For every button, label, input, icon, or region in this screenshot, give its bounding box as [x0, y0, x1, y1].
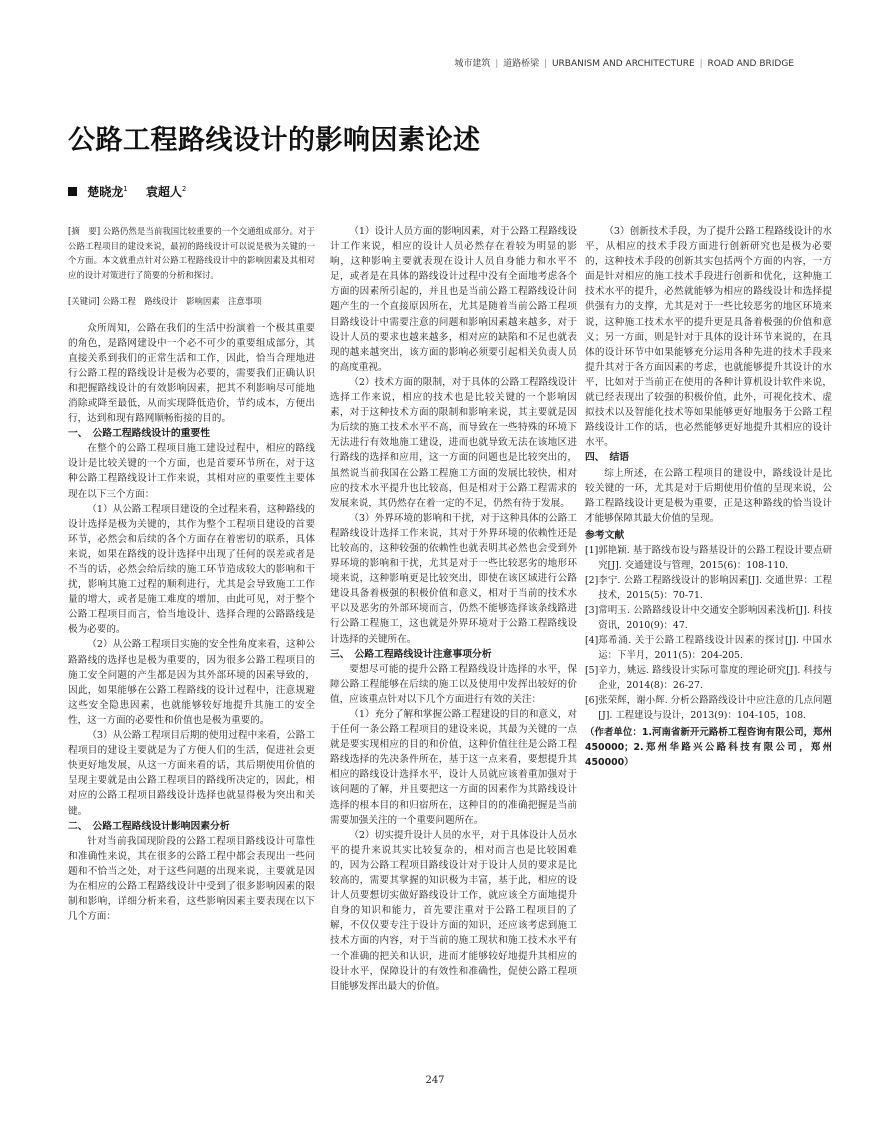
keywords-label: [关键词] — [68, 296, 100, 306]
section-heading-4: 四、 结语 — [585, 452, 630, 464]
reference-text: 张荣辉，谢小辉. 分析公路路线设计中应注意的几点问题[J]. 工程建设与设计，2013(9)：104-105，108. — [598, 694, 832, 721]
header-separator: | — [699, 59, 703, 69]
reference-text: 辛力，姚远. 路线设计实际可靠度的理论研究[J]. 科技与企业，2014(8)：26-27. — [598, 664, 832, 691]
author-affil-1: 1 — [123, 185, 128, 193]
paragraph: （1）充分了解和掌握公路工程建设的目的和意义，对于任何一条公路工程项目的建设来说，其最为关键的一点就是要实现相应的目的和价值，这种价值往往是公路工程路线选择的先决条件所在，基于这一点来看，要想提升其相应的路线设计选择水平，设计人员就应该着重加强对于该问题的了解，并且要把这一方面的因素作为其路线设计选择的根本目的和归宿所在，这种目的的准确把握是当前需要加强关注的一个重要问题所在。 — [330, 709, 577, 826]
paragraph: （1）设计人员方面的影响因素，对于公路工程路线设计工作来说，相应的设计人员必然存在着较为明显的影响，这种影响主要就表现在设计人员自身能力和水平不足，或者是在具体的路线设计过程中没有全面地考虑各个方面的因素所引起的，并且也是当前公路工程路线设计问题产生的一个直接原因所在，尤其是随着当前公路工程项目路线设计中需要注意的问题和影响因素越来越多，对于设计人员的要求也越来越多，相对应的缺陷和不足也就表现的越来越突出，该方面的影响必须要引起相关负责人员的高度重视。 — [330, 226, 577, 373]
paragraph: （3）创新技术手段，为了提升公路工程路线设计的水平，从相应的技术手段方面进行创新研究也是极为必要的，这种技术手段的创新其实包括两个方面的内容，一方面是针对相应的施工技术手段进行创新和优化，这种施工技术水平的提升，必然就能够为相应的路线设计和选择提供强有力的支撑，尤其是对于一些比较恶劣的地区环境来说，这种施工技术水平的提升更是具备着极强的价值和意义；另一方面，则是针对于具体的设计环节来说的，在具体的设计环节中如果能够充分运用各种先进的技术手段来提升其对于各方面因素的考虑，也就能够提升其设计的水平，比如对于当前正在使用的各种计算机设计软件来说，就已经表现出了较强的积极价值，此外，可视化技术、虚拟技术以及智能化技术等如果能够更好地服务于公路工程路线设计工作的话，也必然能够更好地提升其相应的设计水平。 — [585, 226, 832, 449]
header-separator: | — [495, 59, 499, 69]
header-part-en-1: URBANISM AND ARCHITECTURE — [551, 59, 695, 69]
paragraph: 综上所述，在公路工程项目的建设中，路线设计是比较关键的一环，尤其是对于后期使用价值的呈现来说，公路工程路线设计更是极为重要，正是这种路线的恰当设计才能够保障其最大价值的呈现。 — [585, 467, 832, 524]
author-bullet-icon — [68, 187, 77, 196]
author-name-1: 楚晓龙 — [87, 185, 124, 199]
reference-number: [3] — [585, 604, 599, 616]
reference-item — [585, 633, 832, 663]
header-part-cn-1: 城市建筑 — [454, 59, 491, 69]
author-line — [68, 183, 186, 200]
reference-text: 郭艳颖. 基于路线布设与路基设计的公路工程设计要点研究[J]. 交通建设与管理，2015(6)：108-110. — [598, 544, 832, 571]
paragraph: （2）技术方面的限制，对于具体的公路工程路线设计选择工作来说，相应的技术也是比较关键的一个影响因素，对于这种技术方面的限制和影响来说，其主要就是因为后续的施工技术水平不高，而导致在一些特殊的环境下无法进行有效地施工建设，进而也就导致无法在该地区进行路线的选择和应用，这一方面的问题也是比较突出的，虽然说当前我国在公路工程施工方面的发展比较快，相对应的技术水平提升也比较高，但是相对于公路工程需求的发展来说，其仍然存在着一定的不足，仍然有待于发展。 — [330, 376, 577, 509]
paragraph: （1）从公路工程项目建设的全过程来看，这种路线的设计选择是极为关键的，其作为整个工程项目建设的首要环节，必然会和后续的各个方面存在着密切的联系，具体来说，如果在路线的设计选择中出现了任何的误差或者是不当的话，必然会给后续的施工环节造成较大的影响和干扰，影响其施工过程的顺利进行，尤其是会导致施工工作量的增大，或者是施工难度的增加，由此可见，对于整个公路工程项目而言，恰当地设计、选择合理的公路路线是极为必要的。 — [68, 503, 315, 636]
keywords-text: 公路工程 路线设计 影响因素 注意事项 — [102, 296, 262, 306]
text-column-1 — [68, 224, 315, 924]
author-affiliation: （作者单位：1.河南省新开元路桥工程咨询有限公司，郑州 450000；2.郑州华路兴公路科技有限公司，郑州 450000） — [585, 726, 842, 768]
keywords — [68, 294, 315, 309]
article-title: 公路工程路线设计的影响因素论述 — [68, 125, 481, 156]
reference-number: [6] — [585, 694, 599, 706]
section-heading-2: 二、 公路工程路线设计影响因素分析 — [68, 820, 230, 832]
intro-paragraph: 众所周知，公路在我们的生活中扮演着一个极其重要的角色，是路网建设中一个必不可少的重要组成部分，其直接关系到我们的正常生活和工作，因此，恰当合理地进行公路工程的路线设计是极为必要的，需要我们正确认识和把握路线设计的有效影响因素，把其不利影响尽可能地消除或降至最低，从而实现降低造价，节约成本，方便出行，达到和现有路网顺畅衔接的目的。 — [68, 322, 315, 425]
references-heading: 参考文献 — [585, 529, 625, 541]
paragraph: （2）从公路工程项目实施的安全性角度来看，这种公路路线的选择也是极为重要的，因为很多公路工程项目的施工安全问题的产生都是因为其外部环境的因素导致的，因此，如果能够在公路工程路线的设计过程中，注意规避这些安全隐患因素，也就能够较好地提升其施工的安全性，这一方面的必要性和价值也是极为重要的。 — [68, 639, 315, 726]
abstract — [68, 224, 315, 282]
abstract-text: 公路仍然是当前我国比较重要的一个交通组成部分。对于公路工程项目的建设来说，最初的路线设计可以说是极为关键的一个方面。本文就重点针对公路工程路线设计中的影响因素及其相对应的设计对策进行了简要的分析和探讨。 — [68, 226, 315, 280]
paragraph: （3）外界环境的影响和干扰，对于这种具体的公路工程路线设计选择工作来说，其对于外界环境的依赖性还是比较高的，这种较强的依赖性也就表明其必然也会受到外界环境的影响和干扰，尤其是对于一些比较恶劣的地形环境来说，这种影响更是比较突出，即使在该区域进行公路建设具备着极强的积极价值和意义，相对于当前的技术水平以及恶劣的外部环境而言，仍然不能够选择该条线路进行公路工程施工，这也就是外界环境对于公路工程路线设计选择的关键所在。 — [330, 512, 577, 645]
author-name-2: 袁超人 — [145, 185, 182, 199]
reference-text: 常明玉. 公路路线设计中交通安全影响因素浅析[J]. 科技资讯，2010(9)：47. — [598, 604, 832, 631]
reference-item — [585, 663, 832, 693]
paragraph: （3）从公路工程项目后期的使用过程中来看，公路工程项目的建设主要就是为了方便人们的生活，促进社会更快更好地发展，从这一方面来看的话，其后期使用价值的呈现主要就是由公路工程项目的路线所决定的，因此，相对应的公路工程项目路线设计选择也就显得极为突出和关键。 — [68, 730, 315, 817]
paragraph: （2）切实提升设计人员的水平，对于具体设计人员水平的提升来说其实比较复杂的，相对而言也是比较困难的，因为公路工程项目路线设计对于设计人员的要求是比较高的，需要其掌握的知识极为丰富，基于此，相应的设计人员要想切实做好路线设计工作，就应该全方面地提升自身的知识和能力，首先要注重对于公路工程项目的了解，不仅仅要专注于设计方面的知识，还应该考虑到施工技术方面的内容，对于当前的施工现状和施工技术水平有一个准确的把关和认识，进而才能够较好地提升其相应的设计水平，保障设计的有效性和准确性，促使公路工程项目能够发挥出最大的价值。 — [330, 829, 577, 992]
text-column-3 — [585, 224, 842, 770]
reference-text: 李宁. 公路工程路线设计的影响因素[J]. 交通世界：工程技术，2015(5)：70-71. — [598, 574, 832, 601]
paragraph: 针对当前我国现阶段的公路工程项目路线设计可靠性和准确性来说，其在很多的公路工程中都会表现出一些问题和不恰当之处，对于这些问题的出现来说，主要就是因为在相应的公路工程路线设计中受到了很多影响因素的限制和影响，详细分析来看，这些影响因素主要表现在以下几个方面： — [68, 835, 315, 923]
section-heading-3: 三、 公路工程路线设计注意事项分析 — [330, 648, 492, 660]
paragraph: 在整个的公路工程项目施工建设过程中，相应的路线设计是比较关键的一个方面，也是首要环节所在，对于这种公路工程路线设计工作来说，其相对应的重要性主要体现在以下三个方面： — [68, 443, 315, 500]
reference-item — [585, 573, 832, 603]
journal-section-header — [454, 56, 794, 69]
paragraph: 要想尽可能的提升公路工程路线设计选择的水平，保障公路工程能够在后续的施工以及使用中发挥出较好的价值，应该重点针对以下几个方面进行有效的关注： — [330, 663, 577, 705]
reference-item — [585, 543, 832, 573]
abstract-label: [摘 要] — [68, 226, 101, 236]
section-heading-1: 一、 公路工程路线设计的重要性 — [68, 428, 211, 440]
reference-number: [4] — [585, 634, 599, 646]
header-part-en-2: ROAD AND BRIDGE — [707, 59, 794, 69]
reference-item — [585, 693, 832, 723]
header-part-cn-2: 道路桥梁 — [503, 59, 540, 69]
reference-text: 郑希涌. 关于公路工程路线设计因素的探讨[J]. 中国水运：下半月，2011(5)：204-205. — [598, 634, 832, 661]
text-column-2 — [330, 224, 577, 994]
author-affil-2: 2 — [181, 185, 187, 193]
header-separator: | — [544, 59, 548, 69]
reference-item — [585, 603, 832, 633]
page-number: 247 — [425, 1075, 445, 1086]
reference-number: [1] — [585, 544, 599, 556]
reference-number: [2] — [585, 574, 599, 586]
reference-number: [5] — [585, 664, 599, 676]
